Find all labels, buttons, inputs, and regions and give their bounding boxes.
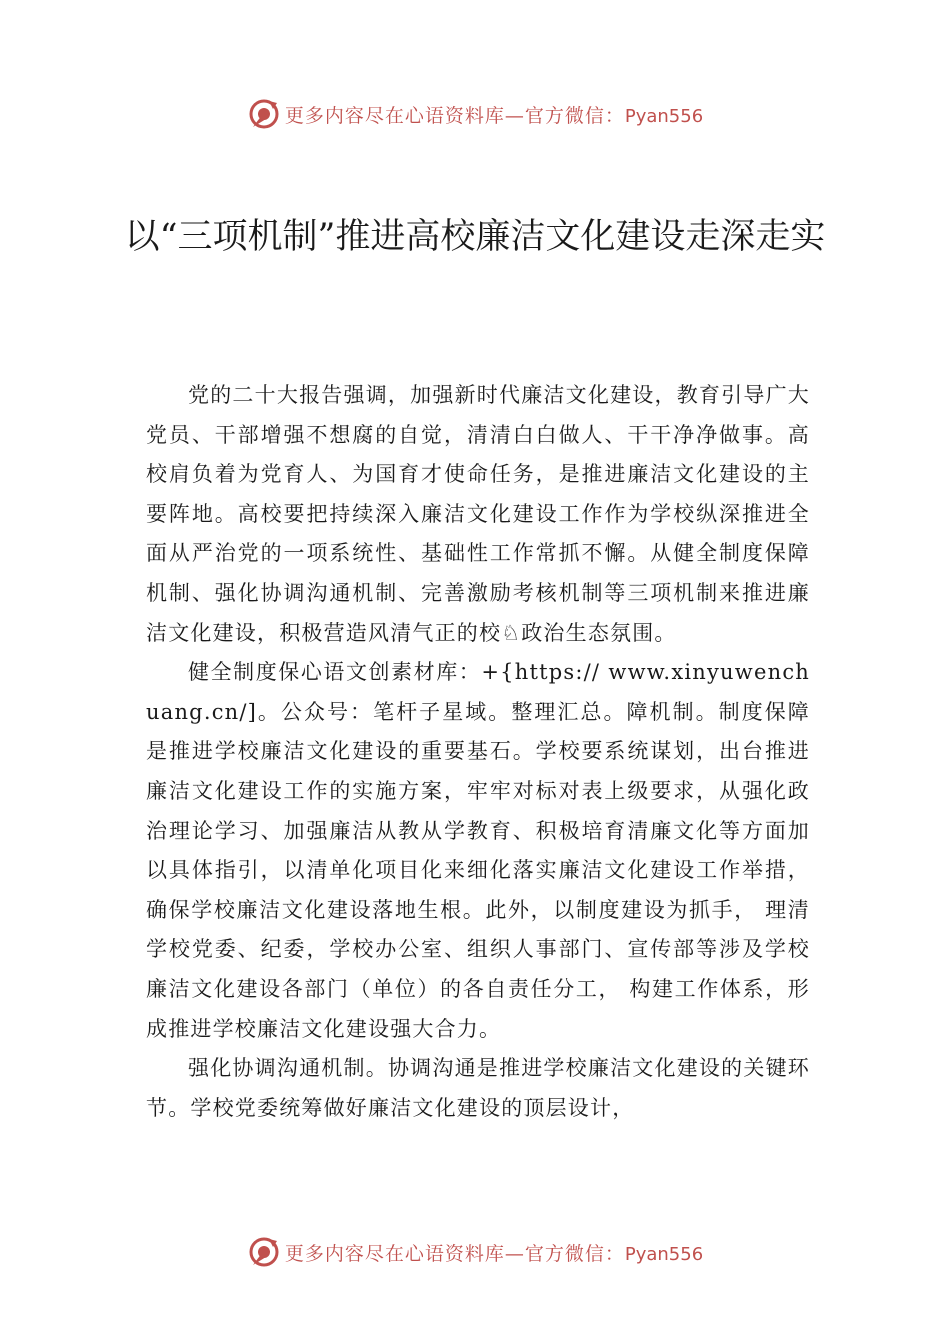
paragraph-3-text: 协调沟通是推进学校廉洁文化建设的关键环节。学校党委统筹做好廉洁文化建设的顶层设计， [146,1056,810,1120]
paragraph-1: 党的二十大报告强调，加强新时代廉洁文化建设，教育引导广大党员、干部增强不想腐的自觉，清清白白做人、干干净净做事。高校肩负着为党育人、为国育才使命任务，是推进廉洁文化建设的主要阵地。高校要把持续深入廉洁文化建设工作作为学校纵深推进全面从严治党的一项系统性、基础性工作常抓不懈。从健全制度保障机制、强化协调沟通机制、完善激励考核机制等三项机制来推进廉洁文化建设，积极营造风清气正的校♘政治生态氛围。 [146,383,810,645]
header-banner [0,94,950,134]
paragraph-2: 健全制度保心语文创素材库：+{https:// www.xinyuwenchuang.cn/]。公众号：笔杆子星域。整理汇总。障机制。制度保障是推进学校廉洁文化建设的重要基石。学校要系统谋划，出台推进廉洁文化建设工作的实施方案，牢牢对标对表上级要求，从强化政治理论学习、加强廉洁从教从学教育、积极培育清廉文化等方面加以具体指引，以清单化项目化来细化落实廉洁文化建设工作举措， 确保学校廉洁文化建设落地生根。此外，以制度建设为抓手， 理清学校党委、纪委，学校办公室、组织人事部门、宣传部等涉及学校廉洁文化建设各部门（单位）的各自责任分工， 构建工作体系，形成推进学校廉洁文化建设强大合力。 [146,660,810,1041]
banner-text: 更多内容尽在心语资料库—官方微信：Pyan556 [284,1242,704,1265]
footer-banner [0,1232,950,1272]
wechat-id: Pyan556 [624,1243,704,1265]
document-body [146,376,810,1128]
document-title: 以“三项机制”推进高校廉洁文化建设走深走实 [124,217,826,257]
paragraph-3-lead: 强化协调沟通机制。 [188,1056,388,1081]
wechat-id: Pyan556 [624,105,704,127]
paragraph-3 [146,1049,810,1128]
banner-text: 更多内容尽在心语资料库—官方微信：Pyan556 [284,104,704,127]
pen-logo-icon [247,1235,281,1269]
pen-logo-icon [247,97,281,131]
